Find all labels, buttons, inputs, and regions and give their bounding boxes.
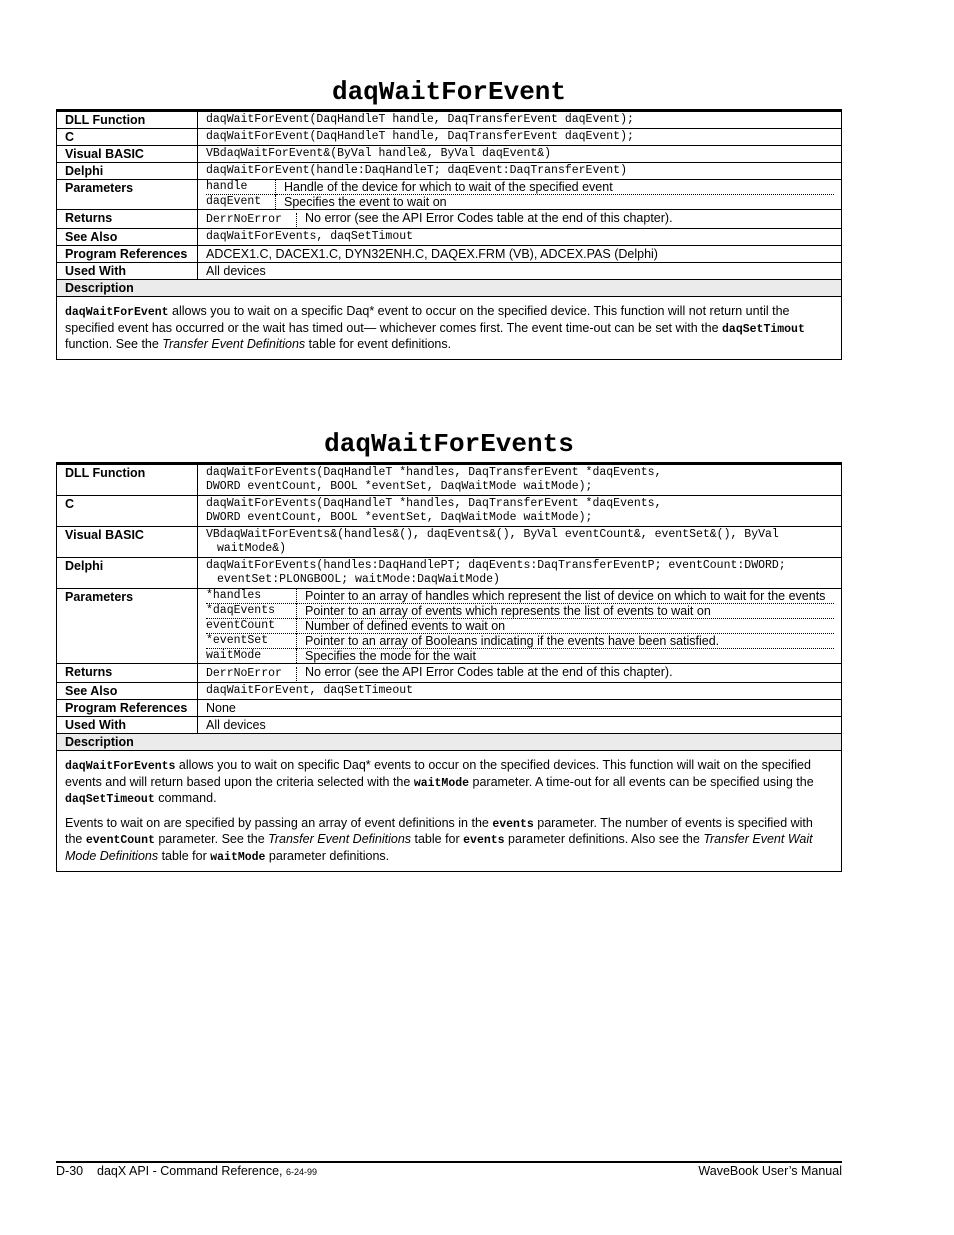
parameters-cell <box>198 589 842 664</box>
footer-date: 6-24-99 <box>286 1167 318 1177</box>
parameters-table <box>206 180 834 209</box>
desc-text: parameter. A time-out for all events can be specified using the <box>469 774 814 789</box>
desc-text: table for <box>411 832 464 846</box>
signature-line: eventSet:PLONGBOOL; waitMode:DaqWaitMode) <box>217 573 500 586</box>
program-references-value: ADCEX1.C, DACEX1.C, DYN32ENH.C, DAQEX.FRM (VB), ADCEX.PAS (Delphi) <box>198 246 842 263</box>
signature-line: waitMode&) <box>217 542 287 555</box>
label-description: Description <box>57 280 842 297</box>
param-name: eventCount <box>206 619 297 634</box>
signature-line: daqWaitForEvents(handles:DaqHandlePT; daqEvents:DaqTransferEventP; eventCount:DWORD; <box>206 559 786 572</box>
param-name: *handles <box>206 589 297 604</box>
param-name: daqEvent <box>206 195 276 210</box>
footer-page-number: D-30 <box>56 1164 84 1178</box>
label-c: C <box>57 496 198 527</box>
return-code: DerrNoError <box>206 667 297 681</box>
inline-code: daqWaitForEvents <box>65 760 176 773</box>
label-returns: Returns <box>57 210 198 229</box>
description-body <box>57 297 842 360</box>
page-title-daqwaitforevents: daqWaitForEvents <box>324 429 574 459</box>
label-visual-basic: Visual BASIC <box>57 527 198 558</box>
return-code: DerrNoError <box>206 213 297 227</box>
inline-code: eventCount <box>85 834 155 847</box>
param-name: handle <box>206 180 276 195</box>
param-name: *eventSet <box>206 634 297 649</box>
label-parameters: Parameters <box>57 180 198 210</box>
label-used-with: Used With <box>57 263 198 280</box>
signature-line: VBdaqWaitForEvents&(handles&(), daqEvents&(), ByVal eventCount&, eventSet&(), ByVal <box>206 528 779 541</box>
description-paragraph <box>65 816 833 866</box>
dll-function-signature: daqWaitForEvent(DaqHandleT handle, DaqTransferEvent daqEvent); <box>198 111 842 129</box>
label-c: C <box>57 129 198 146</box>
command-table-daqwaitforevents <box>56 462 842 872</box>
returns-cell <box>198 664 842 683</box>
desc-text: table for event definitions. <box>305 337 452 351</box>
inline-code: events <box>492 817 534 831</box>
vb-signature <box>198 527 842 558</box>
inline-code: events <box>463 834 505 847</box>
parameter-row <box>206 604 834 619</box>
signature-line: DWORD eventCount, BOOL *eventSet, DaqWaitMode waitMode); <box>206 511 593 524</box>
label-description: Description <box>57 734 842 751</box>
used-with-value: All devices <box>198 263 842 280</box>
desc-text: allows you to wait on specific Daq* events to occur on the specified devices. This function will wait on the specified events and will return based upon the criteria selected with the <box>65 758 811 789</box>
italic-reference: Transfer Event Definitions <box>162 337 306 351</box>
c-signature <box>198 496 842 527</box>
param-name: *daqEvents <box>206 604 297 619</box>
label-parameters: Parameters <box>57 589 198 664</box>
inline-code: waitMode <box>210 850 266 864</box>
parameter-row <box>206 180 834 195</box>
description-paragraph <box>65 304 833 353</box>
description-paragraph <box>65 758 833 808</box>
param-name: waitMode <box>206 649 297 664</box>
param-desc: Pointer to an array of events which represents the list of events to wait on <box>297 604 835 619</box>
return-text: No error (see the API Error Codes table at the end of this chapter). <box>305 211 673 225</box>
see-also-value: daqWaitForEvents, daqSetTimout <box>198 229 842 246</box>
inline-code: daqSetTimeout <box>65 793 155 806</box>
param-desc: Specifies the mode for the wait <box>297 649 835 664</box>
footer-left <box>56 1164 317 1178</box>
param-desc: Pointer to an array of handles which represent the list of device on which to wait for the events <box>305 589 826 603</box>
parameter-row <box>206 589 834 604</box>
desc-text: parameter definitions. Also see the <box>504 832 704 846</box>
label-delphi: Delphi <box>57 558 198 589</box>
returns-cell <box>198 210 842 229</box>
desc-text: command. <box>154 791 217 805</box>
desc-text: allows you to wait on a specific Daq* event to occur on the specified device. This function will not return until the specified event has occurred or the wait has timed out— whichever comes first. The event time-out can be set with the <box>65 304 790 335</box>
param-desc: Number of defined events to wait on <box>297 619 835 634</box>
return-text: No error (see the API Error Codes table at the end of this chapter). <box>305 665 673 679</box>
signature-line: daqWaitForEvents(DaqHandleT *handles, DaqTransferEvent *daqEvents, <box>206 497 662 510</box>
desc-text: parameter. The number of events is specified with the <box>65 815 813 846</box>
label-program-references: Program References <box>57 246 198 263</box>
italic-reference: Transfer Event Definitions <box>268 832 412 846</box>
footer-manual-title: WaveBook User’s Manual <box>698 1164 842 1178</box>
label-see-also: See Also <box>57 683 198 700</box>
desc-text: table for <box>158 848 211 863</box>
used-with-value: All devices <box>198 717 842 734</box>
page-title-daqwaitforevent: daqWaitForEvent <box>331 77 567 107</box>
inline-code: daqWaitForEvent <box>65 306 169 319</box>
vb-signature: VBdaqWaitForEvent&(ByVal handle&, ByVal daqEvent&) <box>198 146 842 163</box>
desc-text: parameter. See the <box>154 832 269 846</box>
desc-text: function. See the <box>65 337 163 351</box>
parameter-row <box>206 619 834 634</box>
label-returns: Returns <box>57 664 198 683</box>
label-see-also: See Also <box>57 229 198 246</box>
label-program-references: Program References <box>57 700 198 717</box>
dll-function-signature <box>198 464 842 496</box>
signature-line: daqWaitForEvents(DaqHandleT *handles, DaqTransferEvent *daqEvents, <box>206 466 662 479</box>
delphi-signature: daqWaitForEvent(handle:DaqHandleT; daqEvent:DaqTransferEvent) <box>198 163 842 180</box>
label-dll-function: DLL Function <box>57 464 198 496</box>
desc-text: parameter definitions. <box>265 848 390 863</box>
label-visual-basic: Visual BASIC <box>57 146 198 163</box>
signature-line: DWORD eventCount, BOOL *eventSet, DaqWaitMode waitMode); <box>206 480 593 493</box>
desc-text: Events to wait on are specified by passing an array of event definitions in the <box>65 815 493 830</box>
parameter-row <box>206 634 834 649</box>
label-used-with: Used With <box>57 717 198 734</box>
parameters-table <box>206 589 834 663</box>
delphi-signature <box>198 558 842 589</box>
inline-code: daqSetTimout <box>722 322 805 336</box>
param-desc: Pointer to an array of Booleans indicating if the events have been satisfied. <box>297 634 835 649</box>
param-desc: Specifies the event to wait on <box>276 195 835 210</box>
c-signature: daqWaitForEvent(DaqHandleT handle, DaqTransferEvent daqEvent); <box>198 129 842 146</box>
parameters-cell <box>198 180 842 210</box>
footer-divider <box>56 1161 842 1163</box>
footer-doc-title: daqX API - Command Reference, <box>97 1164 283 1178</box>
program-references-value: None <box>198 700 842 717</box>
label-delphi: Delphi <box>57 163 198 180</box>
command-table-daqwaitforevent <box>56 109 842 360</box>
italic-reference: Transfer Event Wait Mode Definitions <box>65 832 813 863</box>
inline-code: waitMode <box>413 776 470 790</box>
label-dll-function: DLL Function <box>57 111 198 129</box>
see-also-value: daqWaitForEvent, daqSetTimeout <box>198 683 842 700</box>
param-desc: Handle of the device for which to wait of the specified event <box>284 180 613 194</box>
description-body <box>57 751 842 872</box>
parameter-row <box>206 195 834 210</box>
parameter-row <box>206 649 834 664</box>
